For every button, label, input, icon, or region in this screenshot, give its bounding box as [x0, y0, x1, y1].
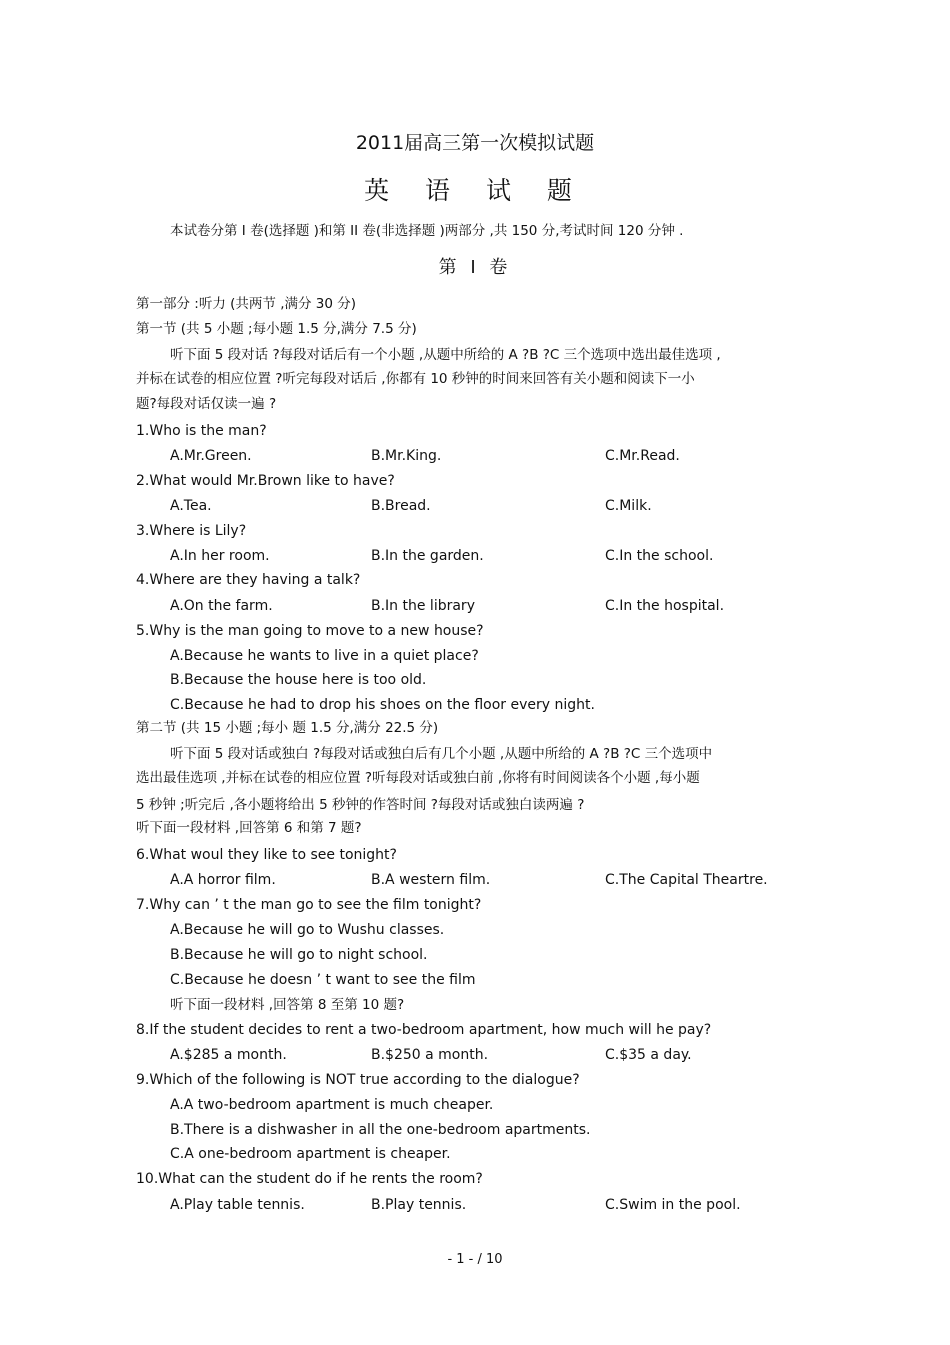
question-stem: 4.Where are they having a talk? — [136, 572, 361, 588]
option-b: B.In the garden. — [371, 548, 484, 564]
option-a: A.Tea. — [170, 498, 212, 514]
option-c: C.A one-bedroom apartment is cheaper. — [170, 1146, 451, 1162]
option-c: C.In the hospital. — [605, 598, 725, 614]
question-stem: 9.Which of the following is NOT true according to the dialogue? — [136, 1072, 580, 1088]
section1-directions-line1: 听下面 5 段对话 ?每段对话后有一个小题 ,从题中所给的 A ?B ?C 三个选项中选出最佳选项 , — [170, 347, 721, 363]
option-c: C.In the school. — [605, 548, 714, 564]
exam-instructions: 本试卷分第 I 卷(选择题 )和第 II 卷(非选择题 )两部分 ,共 150 分,考试时间 120 分钟 . — [170, 223, 684, 239]
option-b: B.Because he will go to night school. — [170, 947, 428, 963]
option-a: A.$285 a month. — [170, 1047, 287, 1063]
option-c: C.Because he had to drop his shoes on the floor every night. — [170, 697, 595, 713]
section2-directions-line3: 5 秒钟 ;听完后 ,各小题将给出 5 秒钟的作答时间 ?每段对话或独白读两遍 ? — [136, 797, 585, 813]
option-b: B.Because the house here is too old. — [170, 672, 427, 688]
question-stem: 5.Why is the man going to move to a new house? — [136, 623, 484, 639]
question-stem: 1.Who is the man? — [136, 423, 267, 439]
option-c: C.Mr.Read. — [605, 448, 680, 464]
option-b: B.Mr.King. — [371, 448, 442, 464]
option-a: A.In her room. — [170, 548, 270, 564]
exam-title: 2011届高三第一次模拟试题 — [355, 132, 595, 154]
volume-title: 第 I 卷 — [438, 257, 512, 278]
section2-directions-line1: 听下面 5 段对话或独白 ?每段对话或独白后有几个小题 ,从题中所给的 A ?B ?C 三个选项中 — [170, 746, 713, 762]
option-b: B.There is a dishwasher in all the one-bedroom apartments. — [170, 1122, 591, 1138]
question-stem: 6.What woul they like to see tonight? — [136, 847, 397, 863]
option-b: B.Bread. — [371, 498, 431, 514]
option-a: A.A two-bedroom apartment is much cheaper. — [170, 1097, 494, 1113]
question-stem: 3.Where is Lily? — [136, 523, 247, 539]
option-b: B.In the library — [371, 598, 475, 614]
section2-heading: 第二节 (共 15 小题 ;每小 题 1.5 分,满分 22.5 分) — [136, 720, 439, 736]
option-c: C.Milk. — [605, 498, 652, 514]
option-c: C.Because he doesn ’ t want to see the film — [170, 972, 476, 988]
option-a: A.Because he will go to Wushu classes. — [170, 922, 445, 938]
question-stem: 7.Why can ’ t the man go to see the film tonight? — [136, 897, 482, 913]
option-b: B.Play tennis. — [371, 1197, 467, 1213]
material-instruction: 听下面一段材料 ,回答第 6 和第 7 题? — [136, 820, 362, 836]
option-b: B.$250 a month. — [371, 1047, 489, 1063]
section1-directions-line3: 题?每段对话仅读一遍 ? — [136, 396, 277, 412]
option-c: C.The Capital Theartre. — [605, 872, 768, 888]
option-a: A.Mr.Green. — [170, 448, 252, 464]
page-number: - 1 - / 10 — [447, 1252, 503, 1267]
question-stem: 8.If the student decides to rent a two-bedroom apartment, how much will he pay? — [136, 1022, 712, 1038]
section1-heading: 第一节 (共 5 小题 ;每小题 1.5 分,满分 7.5 分) — [136, 321, 417, 337]
section1-directions-line2: 并标在试卷的相应位置 ?听完每段对话后 ,你都有 10 秒钟的时间来回答有关小题和阅读下一小 — [136, 371, 695, 387]
question-stem: 10.What can the student do if he rents the room? — [136, 1171, 483, 1187]
section2-directions-line2: 选出最佳选项 ,并标在试卷的相应位置 ?听每段对话或独白前 ,你将有时间阅读各个小题 ,每小题 — [136, 770, 700, 786]
option-c: C.Swim in the pool. — [605, 1197, 741, 1213]
option-c: C.$35 a day. — [605, 1047, 692, 1063]
material-instruction: 听下面一段材料 ,回答第 8 至第 10 题? — [170, 997, 405, 1013]
subject-title: 英 语 试 题 — [364, 176, 586, 205]
part1-heading: 第一部分 :听力 (共两节 ,满分 30 分) — [136, 296, 357, 312]
question-stem: 2.What would Mr.Brown like to have? — [136, 473, 395, 489]
option-a: A.Because he wants to live in a quiet place? — [170, 648, 479, 664]
option-b: B.A western film. — [371, 872, 491, 888]
option-a: A.On the farm. — [170, 598, 273, 614]
option-a: A.Play table tennis. — [170, 1197, 305, 1213]
option-a: A.A horror film. — [170, 872, 276, 888]
